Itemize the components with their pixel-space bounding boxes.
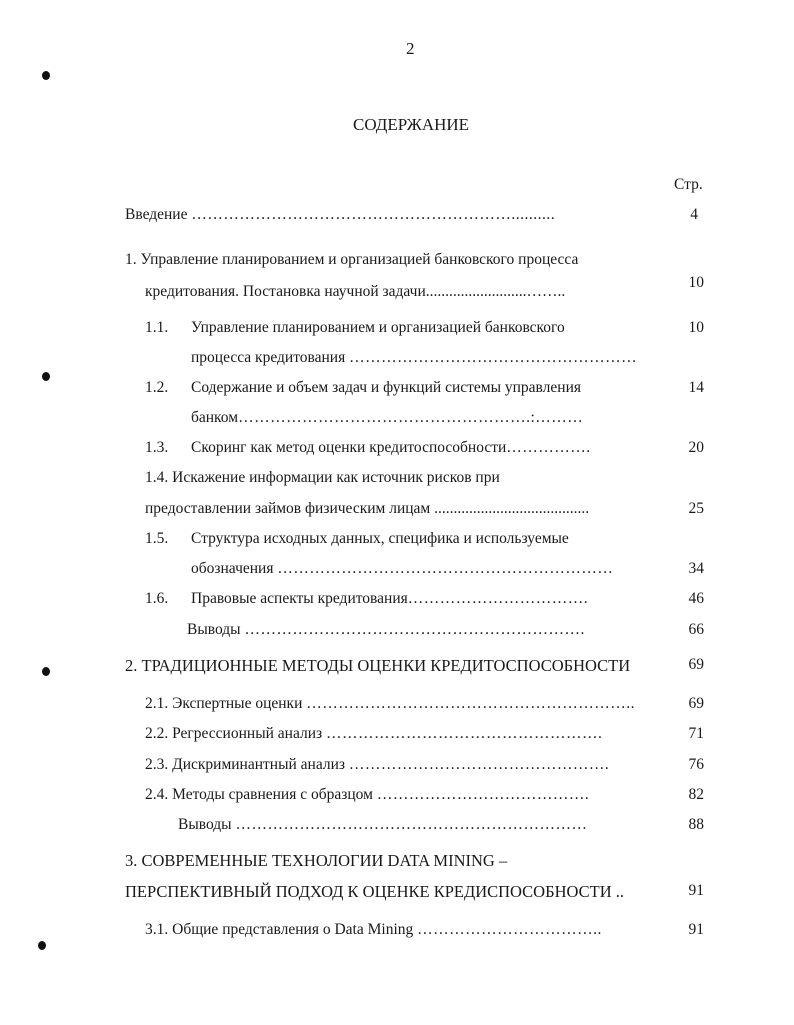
toc-entry-title: Выводы xyxy=(187,621,241,638)
toc-leader-dots: ……………………………………………………… xyxy=(277,560,614,577)
binding-hole xyxy=(42,372,50,381)
toc-entry-title: предоставлении займов физическим лицам xyxy=(145,500,431,517)
toc-section-1-5-title-cont xyxy=(191,560,613,578)
toc-leader-dots: ..........................…….. xyxy=(425,283,566,300)
toc-section-number: 1.6. xyxy=(145,590,169,607)
toc-section-1-5-title: Структура исходных данных, специфика и используемые xyxy=(191,530,569,547)
toc-page-number: 82 xyxy=(688,786,704,803)
toc-entry-title: Введение xyxy=(125,206,188,223)
toc-leader-dots: …………………………………………………….. xyxy=(306,695,636,712)
toc-entry-title: Правовые аспекты кредитования xyxy=(191,590,408,607)
toc-section-1-2-title: Содержание и объем задач и функций системы управления xyxy=(191,379,581,396)
toc-section-1-6-title xyxy=(191,590,588,608)
toc-page-number: 20 xyxy=(688,439,704,456)
toc-entry-title: 3.1. Общие представления о Data Mining xyxy=(145,921,414,938)
toc-page-number: 34 xyxy=(688,560,704,577)
toc-entry-title: Выводы xyxy=(178,816,232,833)
toc-section-2-3-title xyxy=(145,756,609,774)
binding-hole xyxy=(42,667,50,676)
toc-page-number: 76 xyxy=(688,756,704,773)
toc-chapter-2-conclusions xyxy=(178,816,587,834)
toc-leader-dots: ……………………………………………. xyxy=(326,725,603,742)
toc-page-number: 10 xyxy=(688,274,704,291)
toc-leader-dots: ……………………………. xyxy=(407,590,589,607)
toc-page-number: 91 xyxy=(688,882,704,899)
toc-leader-dots: ………………………………………………………. xyxy=(244,621,585,638)
toc-entry-title: обозначения xyxy=(191,560,274,577)
toc-section-number: 1.1. xyxy=(145,319,169,336)
toc-entry-title: кредитования. Постановка научной задачи xyxy=(145,283,426,300)
toc-page-number: 4 xyxy=(690,206,698,223)
toc-page-number: 14 xyxy=(688,379,704,396)
toc-page-number: 88 xyxy=(688,816,704,833)
toc-section-1-2-title-cont xyxy=(191,409,583,427)
toc-entry-intro xyxy=(125,206,555,224)
toc-section-number: 1.3. xyxy=(145,439,169,456)
toc-page-number: 25 xyxy=(688,500,704,517)
toc-section-2-1-title xyxy=(145,695,635,713)
toc-leader-dots: ……………………………………………… xyxy=(349,349,638,366)
toc-chapter-3-title-cont: ПЕРСПЕКТИВНЫЙ ПОДХОД К ОЦЕНКЕ КРЕДИСПОСОБНОСТИ .. xyxy=(125,882,624,901)
toc-leader-dots: ........................................ xyxy=(434,500,590,517)
toc-section-number: 1.2. xyxy=(145,379,169,396)
toc-leader-dots: ………………………………………………………… xyxy=(235,816,588,833)
toc-leader-dots: ……………. xyxy=(506,439,591,456)
toc-leader-dots: …………………………………………. xyxy=(348,756,610,773)
binding-hole xyxy=(38,941,46,950)
toc-page-number: 66 xyxy=(688,621,704,638)
toc-page-number: 69 xyxy=(688,656,704,673)
toc-entry-title: Скоринг как метод оценки кредитоспособности xyxy=(191,439,507,456)
toc-chapter-2-title: 2. ТРАДИЦИОННЫЕ МЕТОДЫ ОЦЕНКИ КРЕДИТОСПОСОБНОСТИ xyxy=(125,656,631,675)
toc-entry-title: процесса кредитования xyxy=(191,349,346,366)
toc-leader-dots: …………………………………. xyxy=(376,786,590,803)
toc-entry-title: 2.2. Регрессионный анализ xyxy=(145,725,323,742)
binding-hole xyxy=(42,71,50,80)
toc-section-1-4-title: 1.4. Искажение информации как источник рисков при xyxy=(145,469,500,486)
toc-page-number: 69 xyxy=(688,695,704,712)
toc-page-number: 71 xyxy=(688,725,704,742)
toc-page-number: 46 xyxy=(688,590,704,607)
toc-section-1-3-title xyxy=(191,439,591,457)
toc-entry-title: 2.3. Дискриминантный анализ xyxy=(145,756,346,773)
toc-chapter-3-title: 3. СОВРЕМЕННЫЕ ТЕХНОЛОГИИ DATA MINING – xyxy=(125,851,508,870)
toc-leader-dots: …………………………….. xyxy=(417,921,602,938)
toc-page-number: 91 xyxy=(688,921,704,938)
toc-heading: СОДЕРЖАНИЕ xyxy=(353,115,470,134)
toc-chapter-1-title-cont xyxy=(145,283,565,301)
toc-entry-title: банком xyxy=(191,409,239,426)
toc-chapter-1-conclusions xyxy=(187,621,585,639)
toc-chapter-1-title: 1. Управление планированием и организацией банковского процесса xyxy=(125,251,579,268)
toc-section-1-1-title-cont xyxy=(191,349,637,367)
toc-section-1-1-title: Управление планированием и организацией банковского xyxy=(191,319,565,336)
toc-page-number: 10 xyxy=(688,319,704,336)
page-column-label: Стр. xyxy=(674,176,703,193)
toc-entry-title: 2.4. Методы сравнения с образцом xyxy=(145,786,373,803)
toc-entry-title: 2.1. Экспертные оценки xyxy=(145,695,303,712)
toc-leader-dots: …………………………………………………….......... xyxy=(191,206,556,223)
toc-section-2-4-title xyxy=(145,786,589,804)
toc-leader-dots: ……………………………………………….:……… xyxy=(238,409,584,426)
toc-section-1-4-title-cont xyxy=(145,500,589,518)
page-number: 2 xyxy=(406,39,415,58)
toc-section-number: 1.5. xyxy=(145,530,169,547)
toc-section-3-1-title xyxy=(145,921,602,939)
toc-section-2-2-title xyxy=(145,725,602,743)
